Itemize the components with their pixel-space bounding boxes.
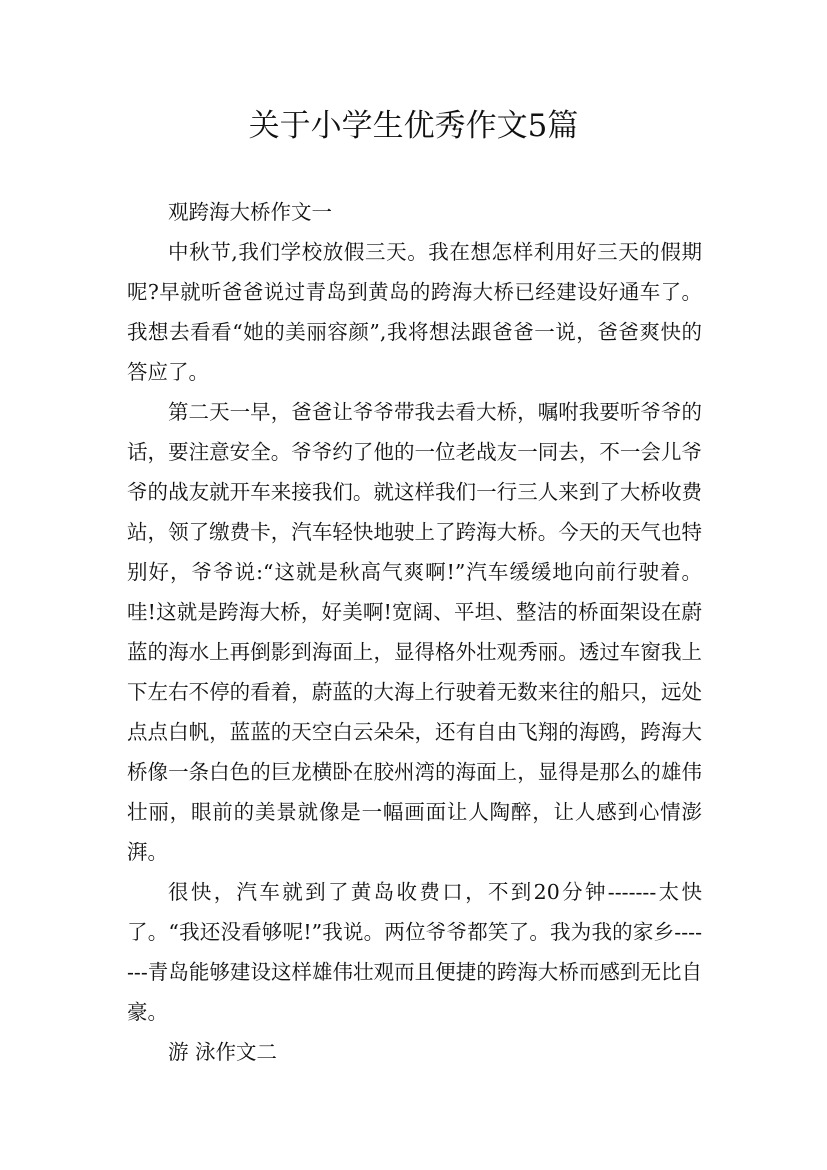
paragraph-2: 第二天一早，爸爸让爷爷带我去看大桥，嘱咐我要听爷爷的话，要注意安全。爷爷约了他的一位老战友一同去，不一会儿爷爷的战友就开车来接我们。就这样我们一行三人来到了大桥收费站，领了缴费卡，汽车轻快地驶上了跨海大桥。今天的天气也特别好，爷爷说:“这就是秋高气爽啊!”汽车缓缓地向前行驶着。哇!这就是跨海大桥，好美啊!宽阔、平坦、整洁的桥面架设在蔚蓝的海水上再倒影到海面上，显得格外壮观秀丽。透过车窗我上下左右不停的看着，蔚蓝的大海上行驶着无数来往的船只，远处点点白帆，蓝蓝的天空白云朵朵，还有自由飞翔的海鸥，跨海大桥像一条白色的巨龙横卧在胶州湾的海面上，显得是那么的雄伟壮丽，眼前的美景就像是一幅画面让人陶醉，让人感到心情澎湃。 — [127, 400, 702, 864]
paragraph-3: 很快，汽车就到了黄岛收费口，不到20分钟-------太快了。“我还没看够呢!”我说。两位爷爷都笑了。我为我的家乡-------青岛能够建设这样雄伟壮观而且便捷的跨海大桥而感到无比自豪。 — [127, 880, 702, 1024]
paragraph-1: 中秋节,我们学校放假三天。我在想怎样利用好三天的假期呢?早就听爸爸说过青岛到黄岛的跨海大桥已经建设好通车了。我想去看看“她的美丽容颜”,我将想法跟爸爸一说，爸爸爽快的答应了。 — [127, 240, 702, 384]
essay-heading-2: 游 泳作文二 — [168, 1040, 278, 1064]
document-title: 关于小学生优秀作文5篇 — [248, 108, 579, 144]
document-body — [127, 192, 702, 1072]
essay-heading-1: 观跨海大桥作文一 — [168, 200, 332, 224]
